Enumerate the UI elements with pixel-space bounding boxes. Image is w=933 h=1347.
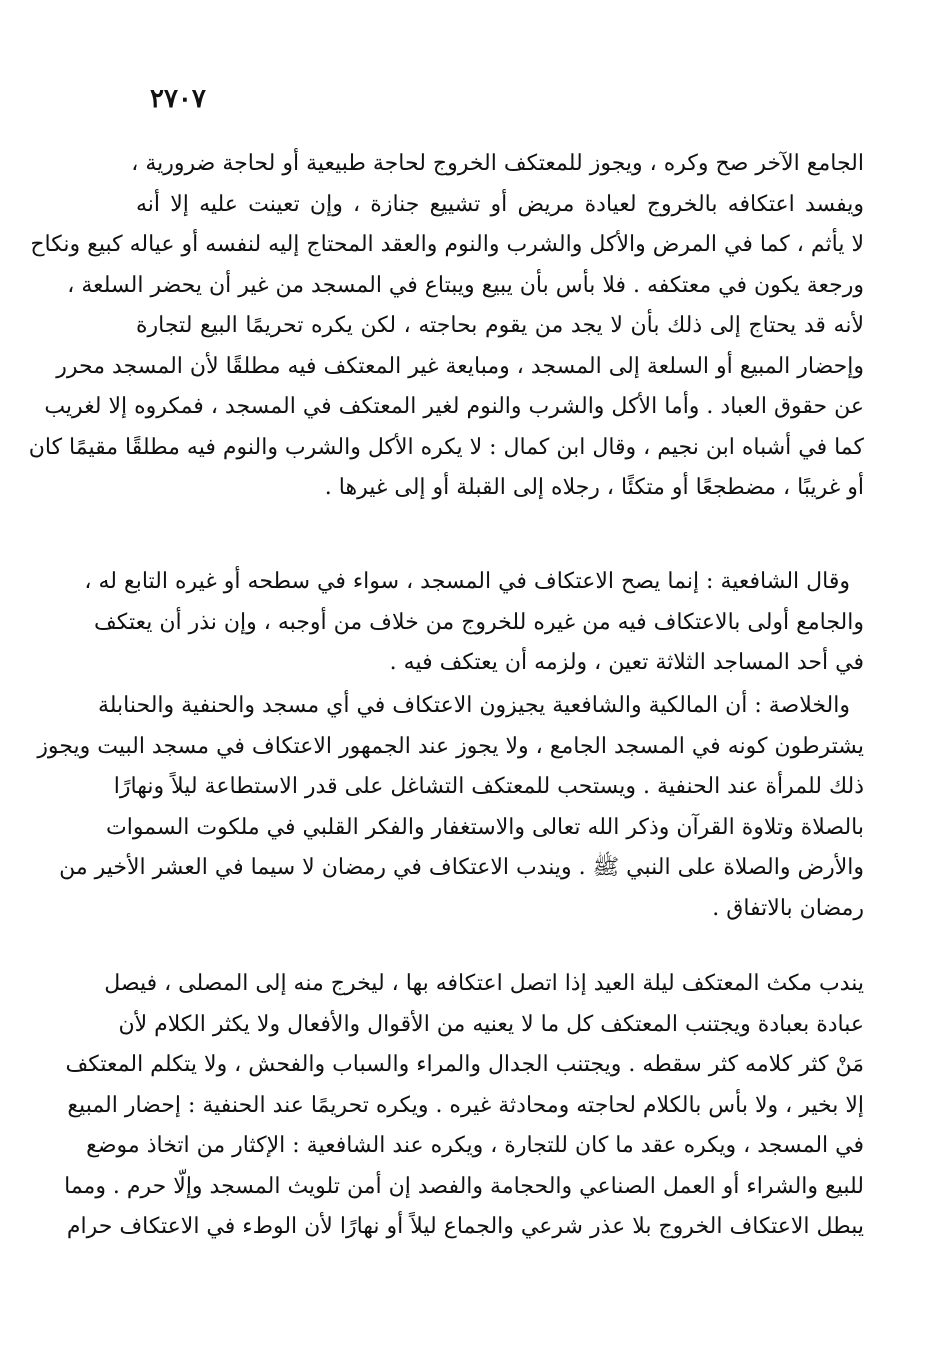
text-line: وقال الشافعية : إنما يصح الاعتكاف في المسجد ، سواء في سطحه أو غيره التابع له ،	[84, 569, 850, 594]
text-line: يشترطون كونه في المسجد الجامع ، ولا يجوز عند الجمهور الاعتكاف في مسجد البيت ويجوز	[37, 733, 864, 759]
text-line: والخلاصة : أن المالكية والشافعية يجيزون الاعتكاف في أي مسجد والحنفية والحنابلة	[97, 693, 850, 718]
text-line: أو غريبًا ، مضطجعًا أو متكئًا ، رجلاه إلى القبلة أو إلى غيرها .	[324, 475, 864, 500]
text-line: ورجعة يكون في معتكفه . فلا بأس بأن يبيع ويبتاع في المسجد من غير أن يحضر السلعة ،	[67, 272, 864, 298]
paragraph-2	[84, 562, 864, 684]
text-line: يندب مكث المعتكف ليلة العيد إذا اتصل اعتكافه بها ، ليخرج منه إلى المصلى ، فيصل	[104, 971, 864, 996]
text-line: إلا بخير ، ولا بأس بالكلام لحاجته ومحادثة غيره . ويكره تحريمًا عند الحنفية : إحضار المبيع	[67, 1092, 864, 1118]
text-line: ذلك للمرأة عند الحنفية . ويستحب للمعتكف التشاغل على قدر الاستطاعة ليلاً ونهارًا	[113, 774, 864, 799]
text-line: مَنْ كثر كلامه كثر سقطه . ويجتنب الجدال والمراء والسباب والفحش ، ولا يتكلم المعتكف	[65, 1052, 864, 1077]
text-line: لأنه قد يحتاج إلى ذلك بأن لا يجد من يقوم بحاجته ، لكن يكره تحريمًا البيع لتجارة	[136, 313, 864, 338]
text-line: والجامع أولى بالاعتكاف فيه من غيره للخروج من خلاف من أوجبه ، وإن نذر أن يعتكف	[94, 609, 864, 635]
text-line: في أحد المساجد الثلاثة تعين ، ولزمه أن يعتكف فيه .	[389, 650, 864, 675]
text-line: والأرض والصلاة على النبي ﷺ . ويندب الاعتكاف في رمضان لا سيما في العشر الأخير من	[59, 855, 864, 880]
text-line: في المسجد ، ويكره عقد ما كان للتجارة ، ويكره عند الشافعية : الإكثار من اتخاذ موضع	[86, 1133, 864, 1158]
text-line: كما في أشباه ابن نجيم ، وقال ابن كمال : لا يكره الأكل والشرب والنوم فيه مطلقًا مقيمًا كان	[28, 434, 864, 460]
text-line: لا يأثم ، كما في المرض والأكل والشرب والنوم والعقد المحتاج إليه لنفسه أو عياله كبيع ونكاح	[30, 232, 864, 257]
text-line: للبيع والشراء أو العمل الصناعي والحجامة والفصد إن أمن تلويث المسجد وإلّا حرم . ومما	[64, 1173, 864, 1199]
text-line: رمضان بالاتفاق .	[712, 895, 864, 921]
paragraph-3	[37, 686, 864, 929]
text-line: عن حقوق العباد . وأما الأكل والشرب والنوم لغير المعتكف في المسجد ، فمكروه إلا لغريب	[44, 394, 864, 419]
text-line: بالصلاة وتلاوة القرآن وذكر الله تعالى والاستغفار والفكر القلبي في ملكوت السموات	[106, 814, 864, 840]
page-number: ٢٧٠٧	[150, 84, 206, 114]
text-line: ويفسد اعتكافه بالخروج لعيادة مريض أو تشييع جنازة ، وإن تعينت عليه إلا أنه	[136, 191, 864, 217]
text-line: وإحضار المبيع أو السلعة إلى المسجد ، ومبايعة غير المعتكف فيه مطلقًا لأن المسجد محرر	[56, 353, 864, 379]
paragraph-1	[28, 144, 864, 509]
text-line: الجامع الآخر صح وكره ، ويجوز للمعتكف الخروج لحاجة طبيعية أو لحاجة ضرورية ،	[131, 151, 864, 176]
text-line: يبطل الاعتكاف الخروج بلا عذر شرعي والجماع ليلاً أو نهارًا لأن الوطء في الاعتكاف حرام	[66, 1214, 864, 1239]
paragraph-4	[64, 964, 864, 1248]
text-line: عبادة بعبادة ويجتنب المعتكف كل ما لا يعنيه من الأقوال والأفعال ولا يكثر الكلام لأن	[118, 1011, 864, 1037]
